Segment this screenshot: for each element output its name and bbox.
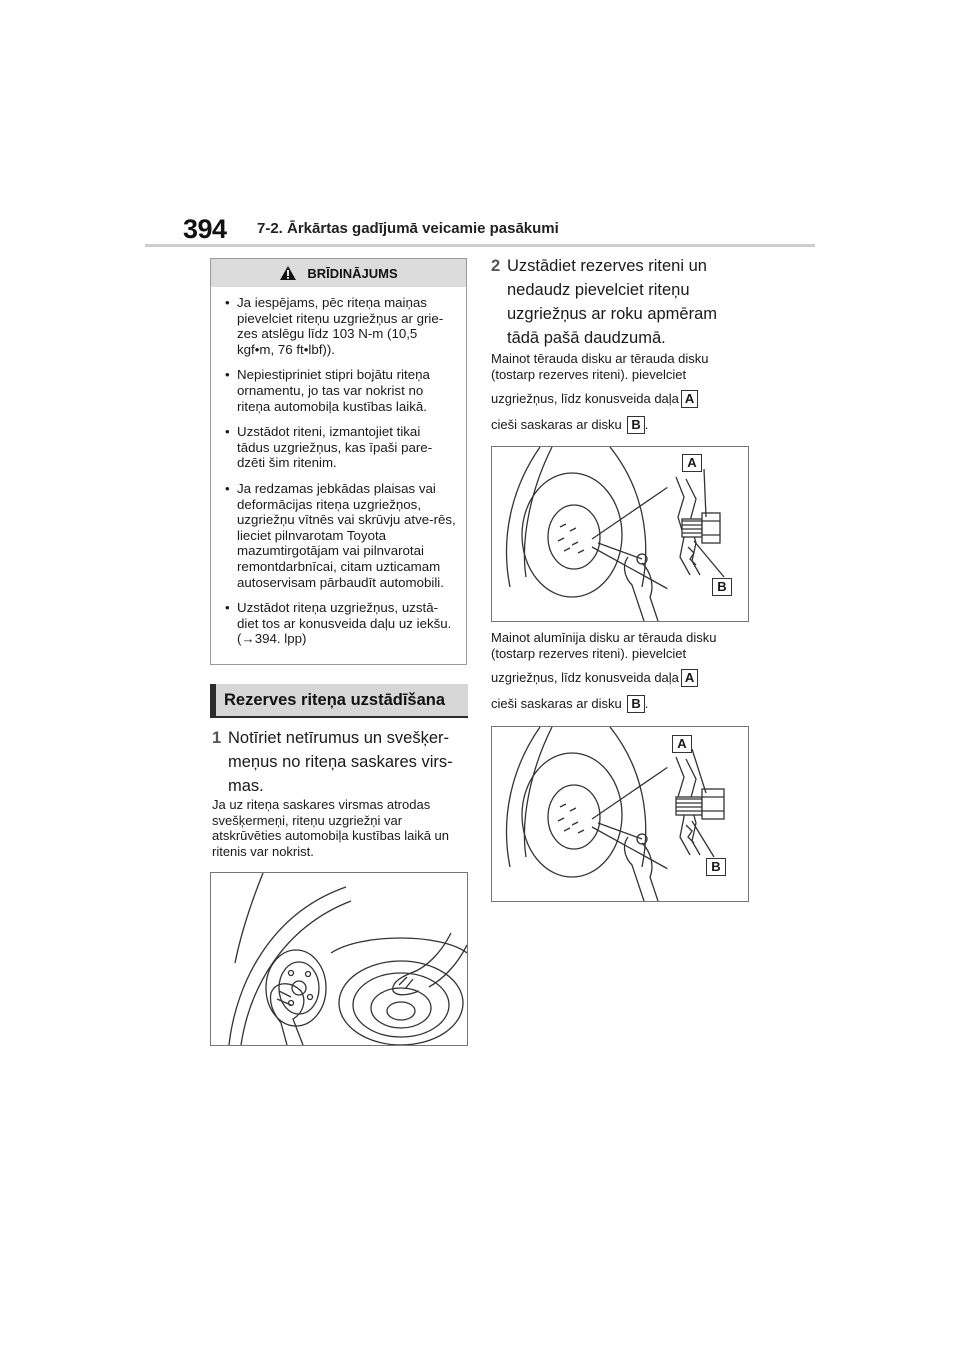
step-1 — [212, 726, 478, 800]
warning-box — [210, 258, 467, 665]
section-heading-underline — [210, 716, 468, 718]
steel-disk-line2-text: uzgriežņus, līdz konusveida daļa — [491, 391, 679, 406]
warning-item: • Ja iespējams, pēc riteņa maiņas pievelciet riteņu uzgriežņus ar grie-zes atslēgu līdz 103 N-m (10,5 kgf•m, 76 ft•lbf)). — [225, 295, 456, 357]
figure-steel-wheel-nut — [491, 446, 749, 622]
section-heading — [210, 684, 468, 716]
warning-item: • Ja redzamas jebkādas plaisas vai deformācijas riteņa uzgriežņos, uzgriežņu vītnēs vai skrūvju atve-rēs, lieciet pilnvarotam Toyota mazumtirgotājam vai pilnvarotai remontdarbnīcai, citam uzticamam autoservisam pārbaudīt automobili. — [225, 481, 456, 590]
warning-list — [211, 287, 466, 647]
step-2 — [491, 254, 757, 350]
figure-alloy-wheel-nut — [491, 726, 749, 902]
page-number: 394 — [183, 214, 227, 244]
step-1-note: Ja uz riteņa saskares virsmas atrodas svešķermeņi, riteņu uzgriežņi var atskrūvēties automobiļa kustības laikā un ritenis var nokrist. — [212, 797, 450, 859]
figure-label-a: A — [672, 735, 692, 753]
alloy-disk-line3 — [491, 695, 756, 713]
steel-disk-line3-end: . — [644, 417, 649, 432]
warning-title: BRĪDINĀJUMS — [307, 265, 398, 281]
figure-label-b: B — [712, 578, 732, 596]
steel-wheel-illustration — [492, 447, 748, 621]
alloy-disk-line2 — [491, 669, 756, 687]
step-2-number: 2 — [491, 257, 501, 275]
warning-header — [211, 259, 466, 287]
alloy-disk-line3-text: cieši saskaras ar disku — [491, 696, 622, 711]
warning-item: • Uzstādot riteni, izmantojiet tikai tādus uzgriežņus, kas īpaši pare-dzēti šim ritenim. — [225, 424, 456, 471]
section-title: 7-2. Ārkārtas gadījumā veicamie pasākumi — [257, 220, 559, 237]
label-b: B — [627, 695, 644, 713]
section-heading-text: Rezerves riteņa uzstādīšana — [224, 690, 446, 709]
figure-label-b: B — [706, 858, 726, 876]
alloy-disk-line3-end: . — [644, 696, 649, 711]
step-1-number: 1 — [212, 729, 222, 747]
label-a: A — [681, 669, 698, 687]
warning-item: • Nepiestipriniet stipri bojātu riteņa ornamentu, jo tas var nokrist no riteņa automobiļa kustības laikā. — [225, 367, 456, 414]
warning-item: • Uzstādot riteņa uzgriežņus, uzstā-diet tos ar konusveida daļu uz iekšu. (→394. lpp) — [225, 600, 456, 647]
label-b: B — [627, 416, 644, 434]
label-a: A — [681, 390, 698, 408]
steel-disk-line1: Mainot tērauda disku ar tērauda disku (tostarp rezerves riteni). pievelciet — [491, 351, 709, 382]
warning-triangle-icon — [279, 265, 297, 281]
steel-disk-line3-text: cieši saskaras ar disku — [491, 417, 622, 432]
step-2-text: Uzstādiet rezerves riteni un nedaudz pievelciet riteņu uzgriežņus ar roku apmēram tādā pašā daudzumā. — [507, 257, 718, 347]
figure-cleaning-hub — [210, 872, 468, 1046]
alloy-disk-line1: Mainot alumīnija disku ar tērauda disku (tostarp rezerves riteni). pievelciet — [491, 630, 717, 661]
step-1-text: Notīriet netīrumus un svešķer-meņus no riteņa saskares virs-mas. — [228, 729, 453, 795]
steel-disk-line2 — [491, 390, 756, 408]
figure-label-a: A — [682, 454, 702, 472]
steel-disk-line3 — [491, 416, 756, 434]
header-rule — [145, 244, 815, 247]
cleaning-illustration — [211, 873, 467, 1045]
alloy-disk-line2-text: uzgriežņus, līdz konusveida daļa — [491, 670, 679, 685]
